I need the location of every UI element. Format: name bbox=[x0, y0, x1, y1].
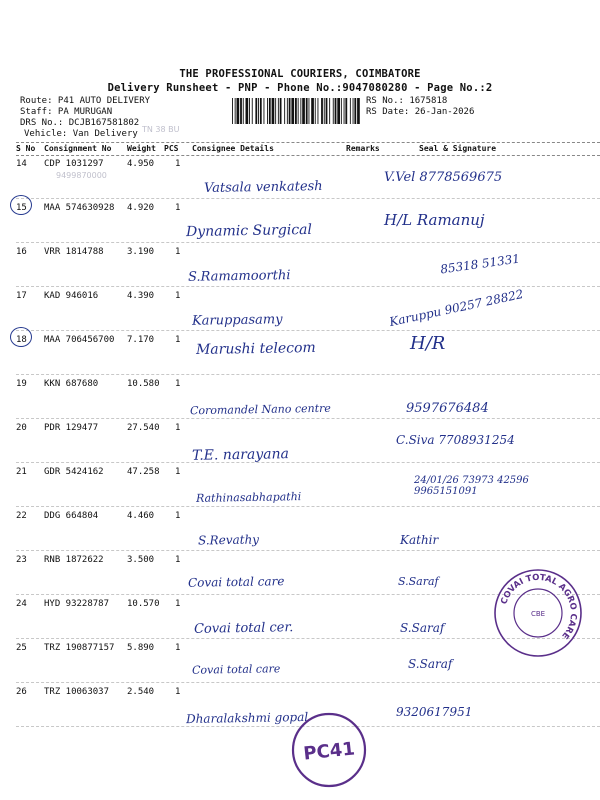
barcode-bar bbox=[326, 98, 328, 124]
handwritten-consignee: Marushi telecom bbox=[195, 339, 316, 359]
row-consignment: DDG 664804 bbox=[44, 511, 99, 521]
barcode-bar bbox=[237, 98, 240, 124]
row-pcs: 1 bbox=[175, 247, 181, 257]
handwritten-consignee: S.Ramamoorthi bbox=[187, 268, 291, 285]
row-pcs: 1 bbox=[175, 467, 181, 477]
svg-text:COVAI TOTAL AGRO CARE bbox=[499, 573, 578, 641]
rs-number: RS No.: 1675818 bbox=[366, 96, 448, 106]
col-weight: Weight bbox=[127, 144, 156, 153]
row-consignment: TRZ 10063037 bbox=[44, 687, 110, 697]
row-weight: 4.390 bbox=[127, 291, 155, 301]
barcode-bar bbox=[335, 98, 337, 124]
handwritten-consignee: Dynamic Surgical bbox=[185, 221, 313, 241]
handwritten-consignee: Covai total care bbox=[187, 574, 285, 590]
row-pcs: 1 bbox=[175, 291, 181, 301]
barcode-bar bbox=[280, 98, 282, 124]
company-title: THE PROFESSIONAL COURIERS, COIMBATORE bbox=[179, 68, 421, 80]
handwritten-signature: 9597676484 bbox=[406, 401, 489, 416]
row-weight: 10.570 bbox=[127, 599, 160, 609]
barcode-bar bbox=[318, 98, 319, 124]
handwritten-signature: V.Vel 8778569675 bbox=[384, 170, 503, 185]
row-sno: 23 bbox=[16, 555, 27, 565]
row-sno: 16 bbox=[16, 247, 27, 257]
barcode-bar bbox=[344, 98, 345, 124]
agro-ring-text: COVAI TOTAL AGRO CARE bbox=[499, 572, 579, 641]
col-seal: Seal & Signature bbox=[419, 144, 497, 153]
barcode-bar bbox=[345, 98, 347, 124]
row-pcs: 1 bbox=[175, 599, 181, 609]
col-remarks: Remarks bbox=[346, 144, 380, 153]
barcode-bar bbox=[329, 98, 330, 124]
row-weight: 4.950 bbox=[127, 159, 155, 169]
barcode-bar bbox=[287, 98, 288, 124]
row-sno: 17 bbox=[16, 291, 27, 301]
handwritten-signature: 9320617951 bbox=[396, 705, 473, 719]
row-sno: 19 bbox=[16, 379, 27, 389]
rs-date: RS Date: 26-Jan-2026 bbox=[366, 107, 475, 117]
barcode-bar bbox=[321, 98, 323, 124]
row-consignment: HYD 93228787 bbox=[44, 599, 110, 609]
handwritten-signature: Kathir bbox=[400, 533, 439, 547]
handwritten-consignee: Covai total cer. bbox=[193, 620, 294, 637]
row-consignment: CDP 1031297 bbox=[44, 159, 104, 169]
handwritten-signature: S.Saraf bbox=[408, 657, 453, 671]
row-consignment: MAA 706456700 bbox=[44, 335, 115, 345]
row-pcs: 1 bbox=[175, 643, 181, 653]
agro-center-text: CBE bbox=[530, 610, 546, 618]
row-weight: 3.190 bbox=[127, 247, 155, 257]
barcode-bar bbox=[252, 98, 253, 124]
barcode-bar bbox=[306, 98, 308, 124]
row-consignment: MAA 574630928 bbox=[44, 203, 115, 213]
barcode-bar bbox=[267, 98, 268, 124]
row-weight: 7.170 bbox=[127, 335, 155, 345]
row-weight: 10.580 bbox=[127, 379, 160, 389]
agro-care-stamp bbox=[493, 568, 583, 658]
table-header bbox=[16, 142, 600, 156]
barcode-bar bbox=[300, 98, 301, 124]
barcode-bar bbox=[272, 98, 275, 124]
row-sno: 22 bbox=[16, 511, 27, 521]
row-consignment: TRZ 190877157 bbox=[44, 643, 115, 653]
handwritten-signature: S.Saraf bbox=[398, 575, 439, 588]
handwritten-consignee: Karuppasamy bbox=[191, 312, 283, 329]
row-sno: 15 bbox=[16, 203, 27, 213]
barcode-bar bbox=[260, 98, 262, 124]
barcode-bar bbox=[275, 98, 276, 124]
col-consignee: Consignee Details bbox=[192, 144, 274, 153]
barcode-bar bbox=[291, 98, 294, 124]
barcode-bar bbox=[357, 98, 360, 124]
row-weight: 3.500 bbox=[127, 555, 155, 565]
handwritten-consignee: Rathinasabhapathi bbox=[195, 490, 302, 505]
row-weight: 4.920 bbox=[127, 203, 155, 213]
barcode-bar bbox=[302, 98, 305, 124]
row-pcs: 1 bbox=[175, 203, 181, 213]
table-row bbox=[16, 287, 600, 331]
barcode-bar bbox=[311, 98, 314, 124]
barcode-bar bbox=[235, 98, 236, 124]
row-weight: 4.460 bbox=[127, 511, 155, 521]
route-line: Route: P41 AUTO DELIVERY bbox=[20, 96, 151, 106]
barcode-bar bbox=[264, 98, 265, 124]
faint-note: 9499870000 bbox=[56, 171, 107, 180]
row-pcs: 1 bbox=[175, 511, 181, 521]
handwritten-consignee: Covai total care bbox=[191, 662, 281, 677]
handwritten-signature: 85318 51331 bbox=[439, 251, 521, 277]
row-pcs: 1 bbox=[175, 687, 181, 697]
barcode-bar bbox=[243, 98, 244, 124]
barcode-bar bbox=[289, 98, 291, 124]
row-pcs: 1 bbox=[175, 159, 181, 169]
barcode-bar bbox=[333, 98, 334, 124]
barcode-bar bbox=[255, 98, 257, 124]
barcode-bar bbox=[341, 98, 342, 124]
row-pcs: 1 bbox=[175, 335, 181, 345]
barcode-bar bbox=[278, 98, 279, 124]
table-row bbox=[16, 331, 600, 375]
barcode-bar bbox=[354, 98, 356, 124]
row-consignment: KKN 687680 bbox=[44, 379, 99, 389]
barcode-bar bbox=[249, 98, 250, 124]
row-consignment: KAD 946016 bbox=[44, 291, 99, 301]
barcode-bar bbox=[350, 98, 351, 124]
barcode-bar bbox=[284, 98, 285, 124]
handwritten-signature: H/L Ramanuj bbox=[384, 211, 485, 229]
handwritten-signature: C.Siva 7708931254 bbox=[396, 433, 515, 447]
row-weight: 2.540 bbox=[127, 687, 155, 697]
col-sno: S No bbox=[16, 144, 36, 153]
col-pcs: PCS bbox=[164, 144, 179, 153]
table-row bbox=[16, 199, 600, 243]
barcode bbox=[232, 98, 360, 124]
handwritten-consignee: Coromandel Nano centre bbox=[189, 401, 331, 418]
table-row bbox=[16, 419, 600, 463]
staff-line: Staff: PA MURUGAN bbox=[20, 107, 113, 117]
row-pcs: 1 bbox=[175, 423, 181, 433]
row-weight: 47.258 bbox=[127, 467, 160, 477]
row-consignment: VRR 1814788 bbox=[44, 247, 104, 257]
row-sno: 26 bbox=[16, 687, 27, 697]
handwritten-consignee: Dharalakshmi gopal bbox=[185, 709, 309, 727]
barcode-bar bbox=[295, 98, 297, 124]
row-consignment: RNB 1872622 bbox=[44, 555, 104, 565]
table-row bbox=[16, 463, 600, 507]
row-pcs: 1 bbox=[175, 555, 181, 565]
handwritten-consignee: Vatsala venkatesh bbox=[203, 178, 323, 197]
table-row bbox=[16, 507, 600, 551]
row-sno: 18 bbox=[16, 335, 27, 345]
vehicle-line: Vehicle: Van Delivery bbox=[24, 129, 138, 139]
row-sno: 14 bbox=[16, 159, 27, 169]
barcode-bar bbox=[258, 98, 259, 124]
handwritten-consignee: T.E. narayana bbox=[191, 446, 290, 464]
runsheet-title: Delivery Runsheet - PNP - Phone No.:9047080280 - Page No.:2 bbox=[107, 82, 493, 94]
pc41-stamp bbox=[289, 710, 369, 790]
row-sno: 20 bbox=[16, 423, 27, 433]
barcode-bar bbox=[246, 98, 249, 124]
row-consignment: GDR 5424162 bbox=[44, 467, 104, 477]
row-consignment: PDR 129477 bbox=[44, 423, 99, 433]
drs-line: DRS No.: DCJB167581802 bbox=[20, 118, 140, 128]
barcode-bar bbox=[353, 98, 354, 124]
row-sno: 24 bbox=[16, 599, 27, 609]
table-row bbox=[16, 243, 600, 287]
row-sno: 21 bbox=[16, 467, 27, 477]
pc41-text: PC41 bbox=[302, 738, 356, 765]
handwritten-signature: H/R bbox=[410, 333, 446, 354]
row-pcs: 1 bbox=[175, 379, 181, 389]
barcode-bar bbox=[269, 98, 271, 124]
barcode-bar bbox=[240, 98, 242, 124]
row-sno: 25 bbox=[16, 643, 27, 653]
table-row bbox=[16, 155, 600, 199]
barcode-bar bbox=[324, 98, 325, 124]
barcode-bar bbox=[232, 98, 233, 124]
handwritten-signature: 24/01/26 73973 42596 9965151091 bbox=[414, 475, 529, 497]
barcode-bar bbox=[298, 98, 299, 124]
barcode-bar bbox=[337, 98, 340, 124]
table-row bbox=[16, 375, 600, 419]
handwritten-signature: Karuppu 90257 28822 bbox=[388, 286, 525, 330]
rs-block bbox=[366, 96, 474, 118]
handwritten-consignee: S.Revathy bbox=[197, 532, 260, 548]
handwritten-signature: S.Saraf bbox=[400, 621, 445, 635]
row-weight: 27.540 bbox=[127, 423, 160, 433]
barcode-bar bbox=[309, 98, 310, 124]
vehicle-number-stamp: TN 38 BU bbox=[142, 125, 180, 134]
barcode-bar bbox=[315, 98, 316, 124]
route-block bbox=[20, 96, 150, 140]
row-weight: 5.890 bbox=[127, 643, 155, 653]
col-consignment: Consignment No bbox=[44, 144, 112, 153]
